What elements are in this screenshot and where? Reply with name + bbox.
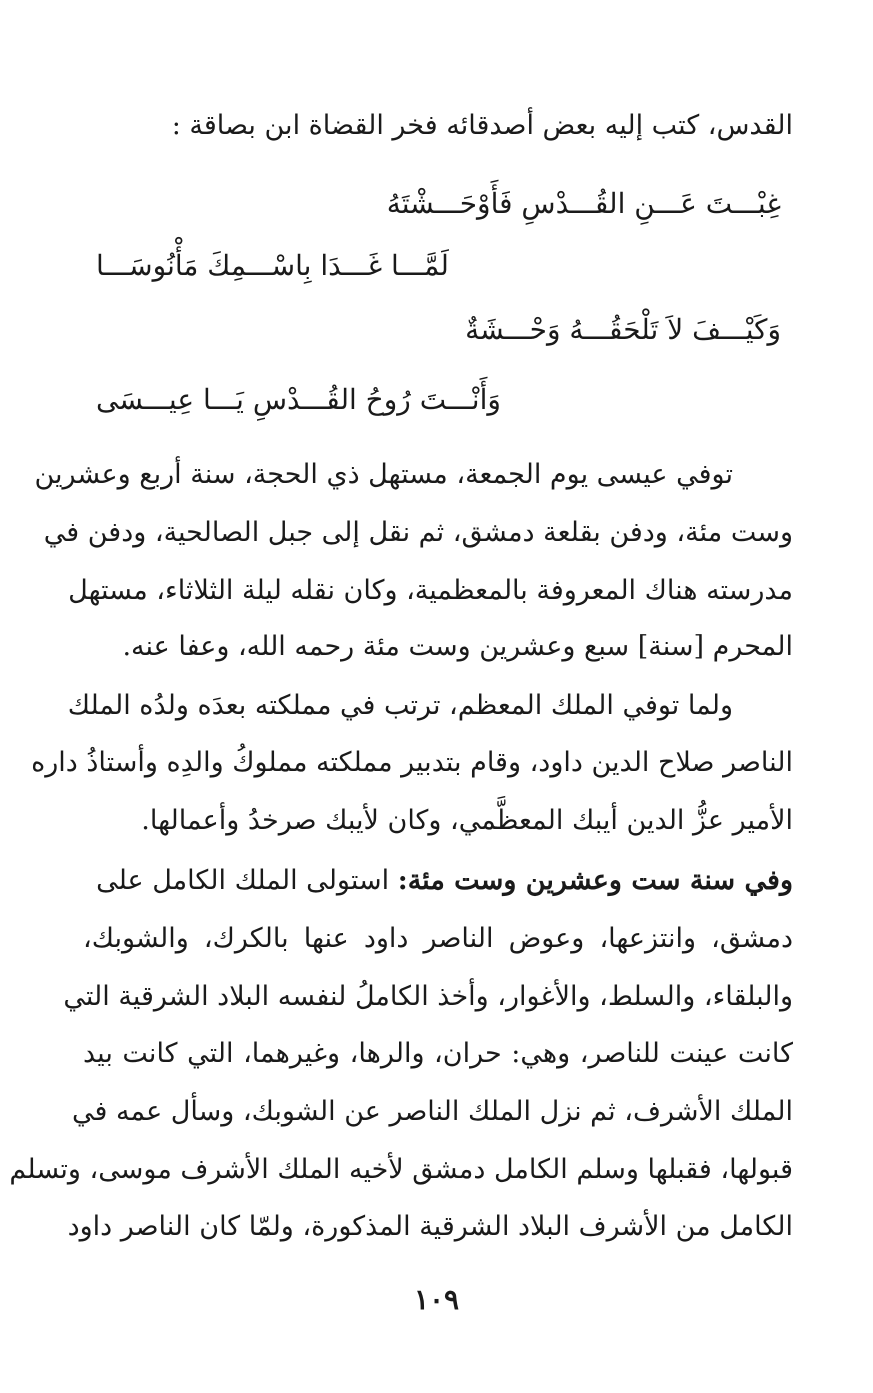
paragraph-3-line-1 bbox=[96, 861, 793, 901]
paragraph-3-line-7: الكامل من الأشرف البلاد الشرقية المذكورة، ولمّا كان الناصر داود bbox=[67, 1211, 793, 1242]
paragraph-3-line-4: كانت عينت للناصر، وهي: حران، والرها، وغيرهما، التي كانت بيد bbox=[83, 1038, 793, 1069]
paragraph-3-line-1-text: استولى الملك الكامل على bbox=[96, 865, 390, 896]
paragraph-2-line-2: الناصر صلاح الدين داود، وقام بتدبير مملكته مملوكُ والدِه وأستاذُ داره bbox=[31, 747, 793, 778]
paragraph-1-line-1: توفي عيسى يوم الجمعة، مستهل ذي الحجة، سنة أربع وعشرين bbox=[34, 459, 733, 490]
paragraph-3-line-2: دمشق، وانتزعها، وعوض الناصر داود عنها بالكرك، والشوبك، bbox=[83, 923, 793, 954]
paragraph-1-line-4: المحرم [سنة] سبع وعشرين وست مئة رحمه الله، وعفا عنه. bbox=[122, 631, 793, 662]
paragraph-1-line-2: وست مئة، ودفن بقلعة دمشق، ثم نقل إلى جبل الصالحية، ودفن في bbox=[43, 517, 793, 548]
verse-line-2: لَمَّـــا غَـــدَا بِاسْـــمِكَ مَأْنُوسَـــا bbox=[96, 249, 449, 282]
paragraph-3-line-6: قبولها، فقبلها وسلم الكامل دمشق لأخيه الملك الأشرف موسى، وتسلم bbox=[9, 1154, 793, 1185]
intro-line: القدس، كتب إليه بعض أصدقائه فخر القضاة ابن بصاقة : bbox=[171, 110, 793, 141]
verse-line-1: غِبْـــتَ عَـــنِ القُـــدْسِ فَأَوْحَـــشْتَهُ bbox=[386, 187, 781, 220]
page-number: ١٠٩ bbox=[413, 1283, 460, 1316]
paragraph-3-line-3: والبلقاء، والسلط، والأغوار، وأخذ الكاملُ لنفسه البلاد الشرقية التي bbox=[63, 981, 793, 1012]
paragraph-2-line-1: ولما توفي الملك المعظم، ترتب في مملكته بعدَه ولدُه الملك bbox=[67, 690, 733, 721]
year-heading: وفي سنة ست وعشرين وست مئة: bbox=[397, 865, 793, 896]
paragraph-2-line-3: الأمير عزُّ الدين أيبك المعظَّمي، وكان لأيبك صرخدُ وأعمالها. bbox=[141, 805, 793, 836]
paragraph-1-line-3: مدرسته هناك المعروفة بالمعظمية، وكان نقله ليلة الثلاثاء، مستهل bbox=[68, 575, 793, 606]
verse-line-3: وَكَيْـــفَ لاَ تَلْحَقُـــهُ وَحْـــشَةٌ bbox=[465, 313, 781, 346]
paragraph-3-line-5: الملك الأشرف، ثم نزل الملك الناصر عن الشوبك، وسأل عمه في bbox=[72, 1096, 793, 1127]
verse-line-4: وَأَنْـــتَ رُوحُ القُـــدْسِ يَـــا عِيـــسَى bbox=[96, 383, 501, 416]
